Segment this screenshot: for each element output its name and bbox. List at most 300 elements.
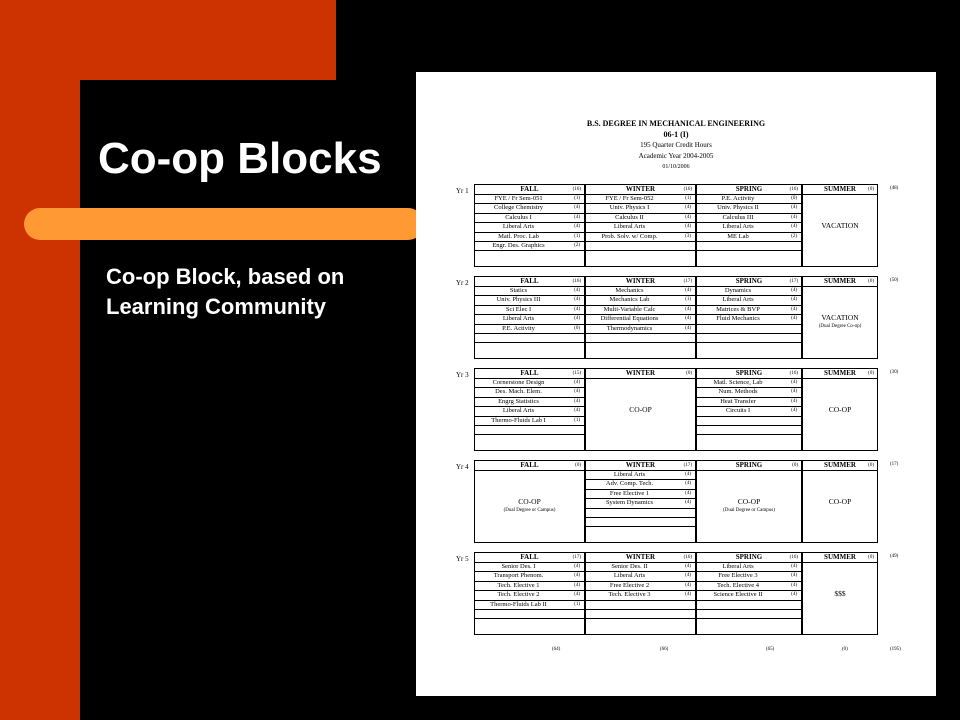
- course-row: [697, 287, 801, 296]
- empty-row: [697, 325, 801, 334]
- course-credits: (4): [685, 564, 691, 569]
- course-row: [586, 471, 695, 480]
- course-row: [586, 315, 695, 324]
- course-credits: (1): [685, 297, 691, 303]
- course-name: Matl. Science, Lab: [713, 379, 763, 386]
- year-total: (49): [890, 554, 899, 559]
- course-name: Thermodynamics: [606, 324, 653, 332]
- empty-row: [586, 601, 695, 610]
- doc-credit-hours: 195 Quarter Credit Hours: [640, 141, 712, 149]
- empty-row: [475, 435, 584, 444]
- course-name: Senior Des. II: [611, 563, 648, 570]
- quarter-header: [475, 185, 584, 195]
- course-row: [697, 296, 801, 305]
- quarter-column: [474, 552, 585, 635]
- course-name: Liberal Arts: [722, 563, 754, 570]
- course-name: Liberal Arts: [722, 223, 754, 231]
- course-name: Cornerstone Design: [492, 379, 545, 386]
- course-credits: (4): [574, 224, 580, 230]
- course-name: Differential Equations: [600, 315, 659, 323]
- quarter-name: WINTER: [625, 553, 656, 561]
- course-row: [586, 490, 695, 499]
- course-row: [697, 572, 801, 581]
- quarter-name: WINTER: [625, 369, 656, 377]
- course-name: Matl. Proc. Lab: [498, 232, 539, 240]
- course-row: [475, 223, 584, 232]
- course-row: [475, 242, 584, 251]
- empty-row: [697, 334, 801, 343]
- course-row: [475, 388, 584, 397]
- course-credits: (4): [685, 582, 691, 588]
- course-name: Liberal Arts: [502, 315, 535, 323]
- course-name: Liberal Arts: [502, 407, 535, 415]
- quarter-header: [803, 461, 877, 471]
- course-row: [475, 563, 584, 572]
- course-name: Transport Phenom.: [493, 572, 544, 580]
- quarter-column: [802, 184, 878, 267]
- course-row: [697, 306, 801, 315]
- column-total: (195): [890, 647, 901, 652]
- quarter-hours: (0): [686, 371, 692, 376]
- quarter-header: [475, 277, 584, 287]
- course-row: [586, 572, 695, 581]
- course-credits: (2): [574, 242, 580, 248]
- quarter-column: [585, 552, 696, 635]
- course-name: Calculus I: [505, 213, 532, 221]
- year-label: Yr 4: [456, 463, 469, 471]
- course-name: Tech. Elective 2: [497, 591, 540, 599]
- quarter-header: [586, 369, 695, 379]
- quarter-hours: (15): [572, 371, 581, 376]
- quarter-column: [802, 276, 878, 359]
- empty-row: [475, 251, 584, 260]
- quarter-name: SUMMER: [824, 461, 856, 469]
- doc-title: B.S. DEGREE IN MECHANICAL ENGINEERING: [586, 119, 766, 128]
- course-row: [475, 601, 584, 610]
- course-credits: (4): [685, 205, 691, 211]
- empty-row: [586, 518, 695, 527]
- quarter-column: [802, 552, 878, 635]
- quarter-hours: (16): [572, 187, 581, 192]
- empty-row: [586, 619, 695, 628]
- quarter-name: SUMMER: [824, 369, 856, 377]
- quarter-column: [696, 460, 802, 543]
- course-row: [475, 233, 584, 242]
- course-credits: (4): [791, 398, 797, 404]
- course-name: ME Lab: [727, 232, 749, 240]
- course-name: Univ. Physics I: [609, 204, 650, 212]
- year-block: [422, 368, 922, 459]
- empty-row: [586, 334, 695, 343]
- course-row: [586, 499, 695, 508]
- quarter-sublabel: (Dual Degree or Campus): [723, 508, 775, 513]
- year-total: (17): [890, 462, 899, 467]
- quarter-hours: (16): [789, 555, 798, 560]
- year-total: (48): [890, 186, 899, 191]
- quarter-hours: (0): [868, 371, 874, 376]
- course-name: Univ. Physics III: [496, 296, 541, 304]
- course-row: [697, 388, 801, 397]
- quarter-header: [586, 461, 695, 471]
- course-credits: (1): [574, 196, 580, 201]
- quarter-column: [696, 552, 802, 635]
- quarter-header: [586, 553, 695, 563]
- quarter-label: VACATION: [821, 221, 859, 230]
- course-row: [697, 591, 801, 600]
- year-label: Yr 2: [456, 279, 469, 287]
- course-name: Adv. Comp. Tech.: [605, 480, 654, 488]
- quarter-column: [585, 460, 696, 543]
- quarter-header: [803, 369, 877, 379]
- course-row: [586, 480, 695, 489]
- column-total: (66): [660, 647, 669, 652]
- course-row: [697, 582, 801, 591]
- credit-totals-row: [422, 647, 922, 657]
- course-name: Liberal Arts: [613, 223, 646, 231]
- course-name: Univ. Physics II: [717, 204, 759, 212]
- course-row: [475, 325, 584, 334]
- course-row: [697, 214, 801, 223]
- quarter-name: SPRING: [735, 461, 763, 469]
- course-name: Liberal Arts: [722, 296, 754, 304]
- course-name: Multi-Variable Calc: [603, 305, 656, 313]
- quarter-header: [697, 185, 801, 195]
- quarter-hours: (0): [792, 463, 798, 468]
- empty-row: [697, 610, 801, 619]
- quarter-column: [696, 368, 802, 451]
- empty-row: [586, 509, 695, 518]
- course-row: [475, 379, 584, 388]
- quarter-hours: (0): [868, 187, 874, 192]
- doc-academic-year: Academic Year 2004-2005: [638, 152, 714, 160]
- course-name: Prob. Solv. w/ Comp.: [601, 232, 658, 240]
- course-credits: (4): [791, 408, 797, 414]
- empty-row: [697, 435, 801, 444]
- column-total: (64): [552, 647, 561, 652]
- course-credits: (4): [574, 288, 580, 293]
- year-block: [422, 460, 922, 551]
- quarter-label: CO-OP: [737, 497, 761, 506]
- course-name: Senior Des. I: [501, 563, 536, 570]
- course-credits: (4): [574, 408, 580, 414]
- quarter-label: CO-OP: [828, 405, 852, 414]
- course-credits: (4): [574, 573, 580, 579]
- year-total: (30): [890, 370, 899, 375]
- column-total: (0): [842, 647, 848, 652]
- quarter-label: CO-OP: [518, 497, 541, 506]
- quarter-label: $$$: [834, 589, 846, 598]
- quarter-column: [802, 460, 878, 543]
- empty-row: [586, 242, 695, 251]
- course-credits: (4): [574, 564, 580, 569]
- course-row: [475, 287, 584, 296]
- course-credits: (4): [574, 380, 580, 385]
- quarter-column: [474, 184, 585, 267]
- quarter-column: [474, 368, 585, 451]
- course-credits: (4): [791, 592, 797, 598]
- year-block: [422, 276, 922, 367]
- course-name: FYE / Fr Sem-052: [605, 195, 654, 202]
- quarter-sublabel: (Dual Degree or Campus): [503, 508, 556, 513]
- quarter-column: [474, 460, 585, 543]
- empty-row: [586, 610, 695, 619]
- course-row: [475, 591, 584, 600]
- course-name: Engr. Des. Graphics: [492, 241, 545, 249]
- course-row: [586, 296, 695, 305]
- course-credits: (4): [685, 224, 691, 230]
- course-row: [697, 204, 801, 213]
- quarter-name: FALL: [520, 369, 539, 377]
- course-credits: (4): [791, 288, 797, 293]
- course-credits: (1): [574, 601, 580, 607]
- empty-row: [475, 334, 584, 343]
- course-credits: (4): [574, 582, 580, 588]
- empty-row: [697, 601, 801, 610]
- quarter-header: [803, 553, 877, 563]
- year-block: [422, 184, 922, 275]
- quarter-column: [585, 368, 696, 451]
- course-name: Heat Transfer: [720, 397, 756, 405]
- course-name: Sci Elec I: [505, 305, 532, 313]
- course-credits: (4): [791, 380, 797, 385]
- course-credits: (4): [685, 500, 691, 506]
- course-credits: (4): [791, 306, 797, 312]
- course-name: Free Elective 1: [609, 489, 650, 497]
- quarter-header: [586, 185, 695, 195]
- course-credits: (4): [791, 214, 797, 220]
- quarter-hours: (16): [683, 555, 692, 560]
- course-credits: (4): [791, 297, 797, 303]
- orange-left-bar: [0, 0, 80, 720]
- quarter-header: [475, 461, 584, 471]
- empty-row: [586, 251, 695, 260]
- quarter-hours: (17): [789, 279, 798, 284]
- accent-bar: [24, 208, 424, 240]
- course-name: Tech. Elective 3: [608, 591, 651, 599]
- course-row: [586, 306, 695, 315]
- quarter-name: FALL: [520, 461, 539, 469]
- course-name: Dynamics: [724, 287, 752, 294]
- quarter-hours: (16): [683, 187, 692, 192]
- quarter-hours: (17): [683, 279, 692, 284]
- quarter-column: [696, 184, 802, 267]
- quarter-name: SPRING: [735, 369, 763, 377]
- course-credits: (4): [685, 214, 691, 220]
- course-credits: (4): [791, 389, 797, 395]
- course-row: [586, 287, 695, 296]
- quarter-hours: (0): [575, 463, 581, 468]
- course-row: [475, 315, 584, 324]
- quarter-name: SPRING: [735, 553, 763, 561]
- course-name: Num. Methods: [718, 388, 758, 396]
- course-credits: (1): [574, 233, 580, 239]
- course-credits: (4): [685, 592, 691, 598]
- quarter-column: [585, 184, 696, 267]
- quarter-header: [697, 461, 801, 471]
- course-row: [697, 223, 801, 232]
- quarter-hours: (17): [572, 555, 581, 560]
- course-row: [586, 233, 695, 242]
- course-credits: (2): [791, 233, 797, 239]
- quarter-name: SUMMER: [824, 185, 856, 193]
- quarter-hours: (0): [868, 555, 874, 560]
- course-credits: (0): [574, 325, 580, 331]
- course-name: FYE / Fr Sem-051: [494, 195, 543, 202]
- course-name: Tech. Elective 1: [497, 581, 540, 589]
- course-credits: (4): [685, 573, 691, 579]
- empty-row: [697, 343, 801, 352]
- empty-row: [475, 426, 584, 435]
- empty-row: [697, 417, 801, 426]
- course-name: Liberal Arts: [613, 471, 646, 478]
- course-row: [475, 398, 584, 407]
- course-row: [586, 214, 695, 223]
- doc-date: 01/10/2006: [662, 164, 690, 170]
- course-name: Science Elective II: [713, 591, 763, 599]
- quarter-name: WINTER: [625, 185, 656, 193]
- quarter-header: [475, 553, 584, 563]
- quarter-hours: (16): [572, 279, 581, 284]
- course-credits: (4): [791, 316, 797, 322]
- course-name: Free Elective 2: [609, 581, 650, 589]
- slide-bullet-text: Co-op Block, based on Learning Community: [106, 264, 345, 319]
- course-row: [697, 233, 801, 242]
- quarter-header: [697, 369, 801, 379]
- quarter-header: [475, 369, 584, 379]
- quarter-header: [803, 277, 877, 287]
- course-row: [697, 315, 801, 324]
- course-credits: (4): [574, 389, 580, 395]
- course-row: [475, 417, 584, 426]
- empty-row: [475, 619, 584, 628]
- course-name: Circuits I: [725, 407, 751, 415]
- quarter-header: [697, 277, 801, 287]
- course-name: Tech. Elective 4: [717, 581, 759, 589]
- course-credits: (1): [685, 196, 691, 201]
- course-row: [586, 563, 695, 572]
- course-row: [586, 591, 695, 600]
- quarter-column: [696, 276, 802, 359]
- doc-code: 06-1 (I): [663, 130, 689, 139]
- quarter-hours: (0): [868, 463, 874, 468]
- quarter-hours: (0): [868, 279, 874, 284]
- course-name: Calculus II: [615, 213, 644, 221]
- course-name: Fluid Mechanics: [716, 315, 760, 323]
- quarter-hours: (16): [789, 371, 798, 376]
- quarter-hours: (17): [683, 463, 692, 468]
- course-row: [475, 306, 584, 315]
- course-name: Thermo-Fluids Lab II: [490, 600, 547, 608]
- course-row: [475, 296, 584, 305]
- quarter-name: WINTER: [625, 277, 656, 285]
- year-label: Yr 3: [456, 371, 469, 379]
- course-name: P.E. Activity: [502, 324, 535, 332]
- course-name: Des. Mach. Elem.: [495, 388, 542, 396]
- course-name: Matrices & BVP: [716, 305, 760, 313]
- course-row: [475, 407, 584, 416]
- course-name: Free Elective 3: [718, 572, 758, 580]
- empty-row: [586, 343, 695, 352]
- quarter-column: [474, 276, 585, 359]
- course-credits: (4): [574, 398, 580, 404]
- course-name: Thermo-Fluids Lab I: [491, 416, 546, 424]
- empty-row: [697, 242, 801, 251]
- quarter-header: [697, 553, 801, 563]
- course-credits: (4): [685, 316, 691, 322]
- course-credits: (4): [574, 316, 580, 322]
- slide-title: Co-op Blocks: [98, 134, 382, 183]
- course-credits: (4): [791, 582, 797, 588]
- course-credits: (4): [685, 325, 691, 331]
- course-name: Mechanics Lab: [609, 296, 650, 304]
- course-row: [697, 398, 801, 407]
- quarter-column: [585, 276, 696, 359]
- curriculum-document: [416, 72, 936, 696]
- course-row: [586, 325, 695, 334]
- quarter-name: WINTER: [625, 461, 656, 469]
- quarter-column: [802, 368, 878, 451]
- course-row: [475, 582, 584, 591]
- course-credits: (4): [685, 490, 691, 496]
- empty-row: [697, 619, 801, 628]
- course-name: Liberal Arts: [502, 223, 535, 231]
- course-credits: (4): [685, 306, 691, 312]
- course-credits: (4): [791, 205, 797, 211]
- course-row: [586, 582, 695, 591]
- course-row: [697, 195, 801, 204]
- quarter-name: SUMMER: [824, 553, 856, 561]
- course-credits: (4): [574, 214, 580, 220]
- quarter-sublabel: (Dual Degree Co-op): [818, 324, 862, 329]
- course-credits: (3): [685, 233, 691, 239]
- quarter-name: SPRING: [735, 277, 763, 285]
- course-credits: (4): [685, 472, 691, 477]
- course-credits: (4): [574, 205, 580, 211]
- course-row: [586, 223, 695, 232]
- course-credits: (1): [574, 417, 580, 423]
- course-credits: (0): [791, 196, 797, 201]
- course-name: Engrg Statistics: [498, 397, 539, 405]
- quarter-name: SUMMER: [824, 277, 856, 285]
- course-row: [697, 563, 801, 572]
- quarter-name: FALL: [520, 277, 539, 285]
- column-total: (65): [766, 647, 775, 652]
- quarter-name: FALL: [520, 553, 539, 561]
- course-credits: (4): [791, 564, 797, 569]
- course-row: [586, 204, 695, 213]
- quarter-name: FALL: [520, 185, 539, 193]
- empty-row: [697, 251, 801, 260]
- empty-row: [475, 610, 584, 619]
- year-label: Yr 1: [456, 187, 469, 195]
- course-row: [475, 195, 584, 204]
- course-name: Liberal Arts: [613, 572, 646, 580]
- course-credits: (4): [574, 297, 580, 303]
- course-name: System Dynamics: [605, 499, 654, 507]
- course-credits: (4): [791, 224, 797, 230]
- course-name: Mechanics: [615, 287, 644, 294]
- course-name: Calculus III: [722, 213, 754, 221]
- quarter-label: CO-OP: [828, 497, 852, 506]
- course-name: College Chemistry: [494, 204, 543, 212]
- course-row: [697, 379, 801, 388]
- quarter-label: CO-OP: [629, 405, 652, 414]
- empty-row: [475, 343, 584, 352]
- document-header: [416, 118, 936, 173]
- empty-row: [697, 426, 801, 435]
- quarter-header: [803, 185, 877, 195]
- course-credits: (4): [685, 288, 691, 293]
